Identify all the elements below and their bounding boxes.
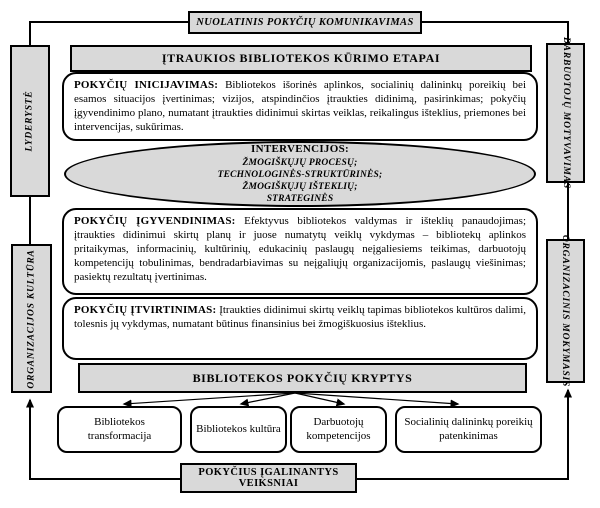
direction-label: Socialinių dalininkų poreikių patenkinimas bbox=[404, 415, 533, 442]
employee-motivation-label: DARBUOTOJŲ MOTYVAVIMAS bbox=[560, 37, 571, 189]
interventions-ellipse bbox=[64, 141, 536, 207]
organizational-learning-panel bbox=[546, 234, 585, 388]
intervention-item: TECHNOLOGINĖS-STRUKTŪRINĖS; bbox=[217, 169, 383, 180]
initiation-box bbox=[62, 72, 538, 141]
stages-title: ĮTRAUKIOS BIBLIOTEKOS KŪRIMO ETAPAI bbox=[161, 51, 441, 65]
continuous-communication-label: NUOLATINIS POKYČIŲ KOMUNIKAVIMAS bbox=[196, 17, 414, 28]
implementation-lead: POKYČIŲ ĮGYVENDINIMAS: bbox=[74, 215, 236, 227]
directions-title: BIBLIOTEKOS POKYČIŲ KRYPTYS bbox=[192, 370, 413, 385]
direction-box-culture bbox=[190, 406, 287, 453]
direction-label: Darbuotojų kompetencijos bbox=[306, 415, 371, 442]
enablers-label: POKYČIUS ĮGALINANTYS VEIKSNIAI bbox=[198, 467, 339, 489]
intervention-item: STRATEGINĖS bbox=[266, 194, 334, 205]
interventions-title: INTERVENCIJOS: bbox=[251, 142, 349, 155]
directions-title-bar bbox=[78, 363, 527, 393]
direction-box-transformation bbox=[57, 406, 182, 453]
top-right-connector bbox=[422, 22, 568, 43]
direction-box-competencies bbox=[290, 406, 387, 453]
consolidation-box bbox=[62, 297, 538, 360]
enablers-bar bbox=[180, 463, 357, 493]
leadership-panel bbox=[10, 45, 50, 197]
employee-motivation-panel bbox=[546, 37, 585, 189]
continuous-communication-bar bbox=[188, 11, 422, 34]
consolidation-body: Įtraukties didinimui skirtų veiklų tapimas bibliotekos kultūros dalimi, tolesnis jų vykdymas, numatant būtinus finansinius bei žmogiškuosius išteklius. bbox=[74, 304, 527, 331]
consolidation-lead: POKYČIŲ ĮTVIRTINIMAS: bbox=[74, 304, 217, 316]
organization-culture-label: ORGANIZACIJOS KULTŪRA bbox=[26, 248, 37, 389]
leadership-label: LYDERYSTĖ bbox=[25, 90, 36, 152]
organizational-learning-label: ORGANIZACINIS MOKYMASIS bbox=[560, 234, 571, 388]
direction-box-stakeholder-needs bbox=[395, 406, 542, 453]
intervention-item: ŽMOGIŠKŲJŲ IŠTEKLIŲ; bbox=[242, 181, 358, 192]
top-left-connector bbox=[30, 22, 188, 45]
initiation-body: Bibliotekos išorinės aplinkos, socialinių dalininkų poreikių bei esamos situacijos įvertinimas; vizijos, atspindinčios įtraukties didinimą, pasirinkimas; pokyčių įgyvendinimo plano, numatant įtraukties didinimui skirtas veiklas, reikalingus išteklius, priemones bei intervencijas, sukūrimas. bbox=[74, 79, 526, 134]
initiation-lead: POKYČIŲ INICIJAVIMAS: bbox=[74, 79, 219, 91]
organization-culture-panel bbox=[11, 244, 52, 393]
intervention-item: ŽMOGIŠKŲJŲ PROCESŲ; bbox=[242, 157, 358, 168]
direction-label: Bibliotekos kultūra bbox=[196, 422, 281, 435]
direction-label: Bibliotekos transformacija bbox=[87, 415, 152, 442]
implementation-body: Efektyvus bibliotekos valdymas ir išteklių panaudojimas; įtraukties didinimui skirtų planų ir juose numatytų veiklų vykdymas – bibliotekų aplinkos pritaikymas, informacinių, kultūrinių, edukacinių paslaugų neįgaliesiems teikimas, darbuotojų kompetencijų tobulinimas, bendradarbiavimas su neįgaliųjų organizacijomis, paslaugų viešinimas; pasiektų rezultatų įvertinimas. bbox=[74, 215, 527, 284]
implementation-box bbox=[62, 208, 538, 295]
stages-title-bar bbox=[70, 45, 532, 72]
